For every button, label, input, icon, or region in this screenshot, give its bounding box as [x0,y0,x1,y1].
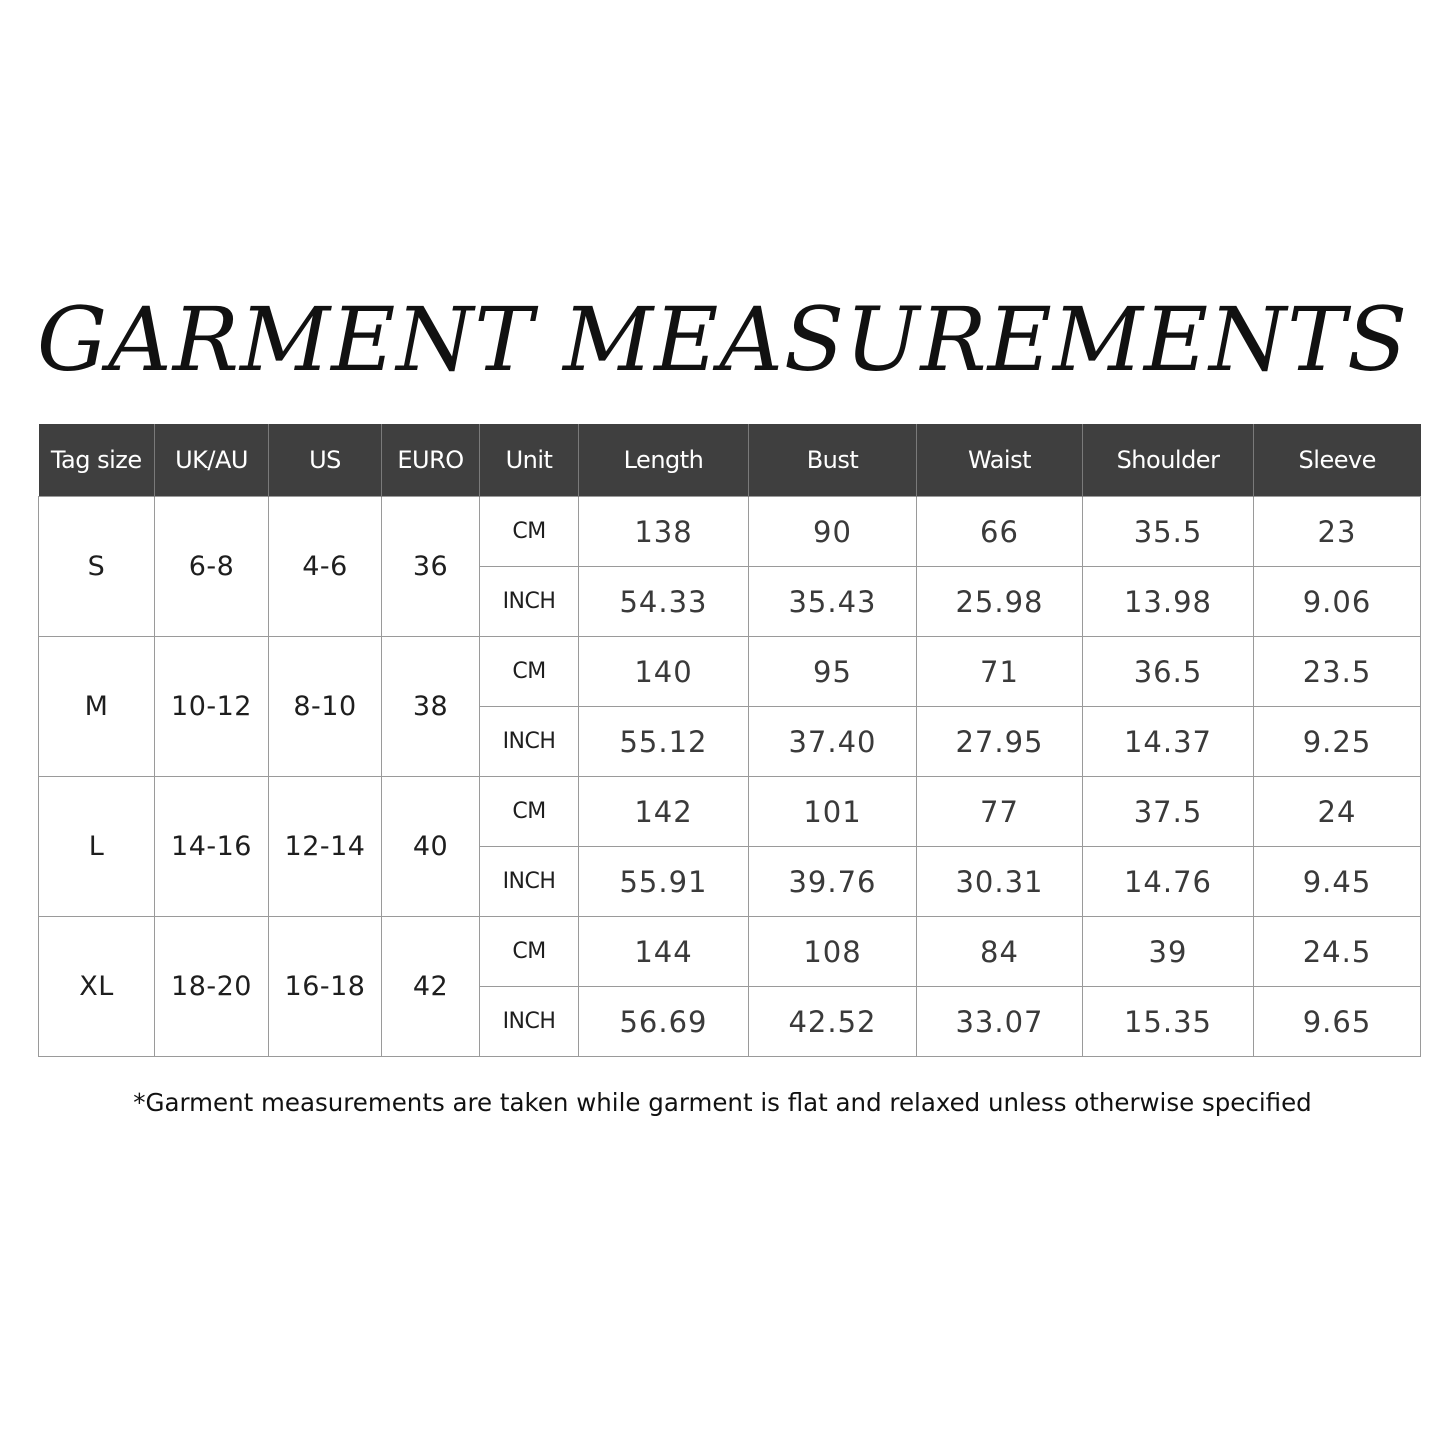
sleeve-cell: 9.06 [1254,567,1421,637]
shoulder-cell: 35.5 [1083,497,1254,567]
shoulder-cell: 14.37 [1083,707,1254,777]
table-row [39,777,1421,847]
sleeve-cell: 9.65 [1254,987,1421,1057]
unit-cell: CM [480,777,579,847]
unit-cell: INCH [480,987,579,1057]
column-header-tag-size: Tag size [39,424,155,497]
bust-cell: 90 [749,497,917,567]
uk-au-cell: 14-16 [155,777,269,917]
bust-cell: 35.43 [749,567,917,637]
shoulder-cell: 15.35 [1083,987,1254,1057]
sleeve-cell: 24.5 [1254,917,1421,987]
column-header-unit: Unit [480,424,579,497]
column-header-uk-au: UK/AU [155,424,269,497]
length-cell: 138 [579,497,749,567]
tag-size-cell: XL [39,917,155,1057]
bust-cell: 95 [749,637,917,707]
tag-size-cell: S [39,497,155,637]
length-cell: 56.69 [579,987,749,1057]
waist-cell: 66 [917,497,1083,567]
waist-cell: 84 [917,917,1083,987]
page-title: GARMENT MEASUREMENTS [36,288,1409,391]
bust-cell: 108 [749,917,917,987]
euro-cell: 36 [382,497,480,637]
sleeve-cell: 23.5 [1254,637,1421,707]
column-header-waist: Waist [917,424,1083,497]
unit-cell: INCH [480,847,579,917]
footnote: *Garment measurements are taken while garment is flat and relaxed unless otherwise specified [133,1088,1312,1117]
waist-cell: 77 [917,777,1083,847]
shoulder-cell: 14.76 [1083,847,1254,917]
us-cell: 16-18 [269,917,382,1057]
length-cell: 55.91 [579,847,749,917]
table-row [39,637,1421,707]
column-header-sleeve: Sleeve [1254,424,1421,497]
sleeve-cell: 23 [1254,497,1421,567]
bust-cell: 37.40 [749,707,917,777]
length-cell: 54.33 [579,567,749,637]
unit-cell: INCH [480,567,579,637]
table-row [39,917,1421,987]
waist-cell: 30.31 [917,847,1083,917]
waist-cell: 25.98 [917,567,1083,637]
sleeve-cell: 9.45 [1254,847,1421,917]
waist-cell: 71 [917,637,1083,707]
unit-cell: CM [480,917,579,987]
column-header-length: Length [579,424,749,497]
waist-cell: 27.95 [917,707,1083,777]
table-header-row [39,424,1421,497]
length-cell: 140 [579,637,749,707]
tag-size-cell: L [39,777,155,917]
euro-cell: 42 [382,917,480,1057]
length-cell: 144 [579,917,749,987]
table-row [39,497,1421,567]
us-cell: 12-14 [269,777,382,917]
bust-cell: 39.76 [749,847,917,917]
shoulder-cell: 39 [1083,917,1254,987]
length-cell: 142 [579,777,749,847]
euro-cell: 40 [382,777,480,917]
column-header-euro: EURO [382,424,480,497]
size-chart-table [38,424,1421,1057]
bust-cell: 42.52 [749,987,917,1057]
bust-cell: 101 [749,777,917,847]
tag-size-cell: M [39,637,155,777]
unit-cell: CM [480,637,579,707]
waist-cell: 33.07 [917,987,1083,1057]
sleeve-cell: 9.25 [1254,707,1421,777]
column-header-shoulder: Shoulder [1083,424,1254,497]
column-header-us: US [269,424,382,497]
us-cell: 8-10 [269,637,382,777]
shoulder-cell: 36.5 [1083,637,1254,707]
shoulder-cell: 37.5 [1083,777,1254,847]
unit-cell: CM [480,497,579,567]
length-cell: 55.12 [579,707,749,777]
uk-au-cell: 18-20 [155,917,269,1057]
euro-cell: 38 [382,637,480,777]
unit-cell: INCH [480,707,579,777]
us-cell: 4-6 [269,497,382,637]
sleeve-cell: 24 [1254,777,1421,847]
shoulder-cell: 13.98 [1083,567,1254,637]
column-header-bust: Bust [749,424,917,497]
uk-au-cell: 6-8 [155,497,269,637]
uk-au-cell: 10-12 [155,637,269,777]
